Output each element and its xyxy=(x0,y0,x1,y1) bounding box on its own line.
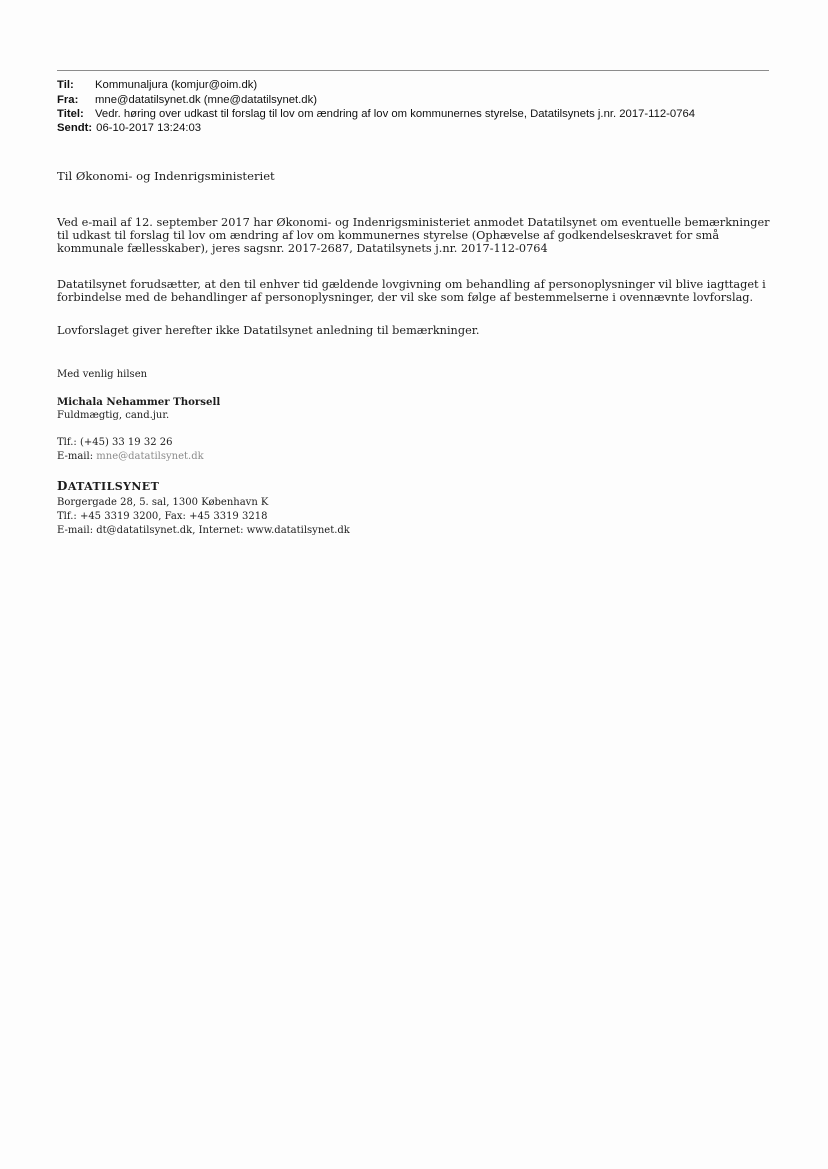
header-divider xyxy=(57,70,769,71)
from-row xyxy=(57,94,317,107)
paragraph-1 xyxy=(57,216,770,255)
subject-row xyxy=(57,108,695,121)
signer-title: Fuldmægtig, cand.jur. xyxy=(57,410,170,421)
signer-email-label: E-mail: xyxy=(57,451,97,462)
subject-label: Titel: xyxy=(57,108,84,120)
to-row xyxy=(57,79,257,92)
paragraph-2-line: Datatilsynet forudsætter, at den til enhver tid gældende lovgivning om behandling af personoplysninger vil blive iagttaget i xyxy=(57,278,766,291)
paragraph-1-line: Ved e-mail af 12. september 2017 har Økonomi- og Indenrigsministeriet anmodet Datatilsynet om eventuelle bemærkninger xyxy=(57,216,770,229)
organization-email-web: E-mail: dt@datatilsynet.dk, Internet: www.datatilsynet.dk xyxy=(57,525,350,536)
paragraph-3: Lovforslaget giver herefter ikke Datatilsynet anledning til bemærkninger. xyxy=(57,324,480,337)
paragraph-2 xyxy=(57,278,766,304)
to-value: Kommunaljura (komjur@oim.dk) xyxy=(95,79,258,91)
subject-value: Vedr. høring over udkast til forslag til lov om ændring af lov om kommunernes styrelse, Datatilsynets j.nr. 2017-112-0764 xyxy=(95,108,696,120)
from-label: Fra: xyxy=(57,94,79,106)
closing-text: Med venlig hilsen xyxy=(57,369,148,380)
signer-name: Michala Nehammer Thorsell xyxy=(57,396,221,408)
to-label: Til: xyxy=(57,79,74,91)
paragraph-2-line: forbindelse med de behandlinger af personoplysninger, der vil ske som følge af bestemmelserne i ovennævnte lovforslag. xyxy=(57,291,754,304)
organization-phone-fax: Tlf.: +45 3319 3200, Fax: +45 3319 3218 xyxy=(57,511,268,522)
signer-phone: Tlf.: (+45) 33 19 32 26 xyxy=(57,437,173,448)
organization-address: Borgergade 28, 5. sal, 1300 København K xyxy=(57,497,269,508)
signer-email xyxy=(57,451,204,462)
from-value: mne@datatilsynet.dk (mne@datatilsynet.dk) xyxy=(95,94,317,106)
sent-label: Sendt: xyxy=(57,122,93,134)
organization-name-initial: D xyxy=(57,479,68,493)
paragraph-1-line: kommunale fællesskaber), jeres sagsnr. 2017-2687, Datatilsynets j.nr. 2017-112-0764 xyxy=(57,242,548,255)
signer-email-link[interactable]: mne@datatilsynet.dk xyxy=(96,451,204,462)
sent-row xyxy=(57,122,201,135)
salutation: Til Økonomi- og Indenrigsministeriet xyxy=(57,169,275,183)
organization-name xyxy=(57,479,159,493)
sent-value: 06-10-2017 13:24:03 xyxy=(96,122,202,134)
paragraph-1-line: til udkast til forslag til lov om ændring af lov om kommunernes styrelse (Ophævelse af godkendelseskravet for små xyxy=(57,229,720,242)
organization-name-rest: ATATILSYNET xyxy=(67,480,160,493)
